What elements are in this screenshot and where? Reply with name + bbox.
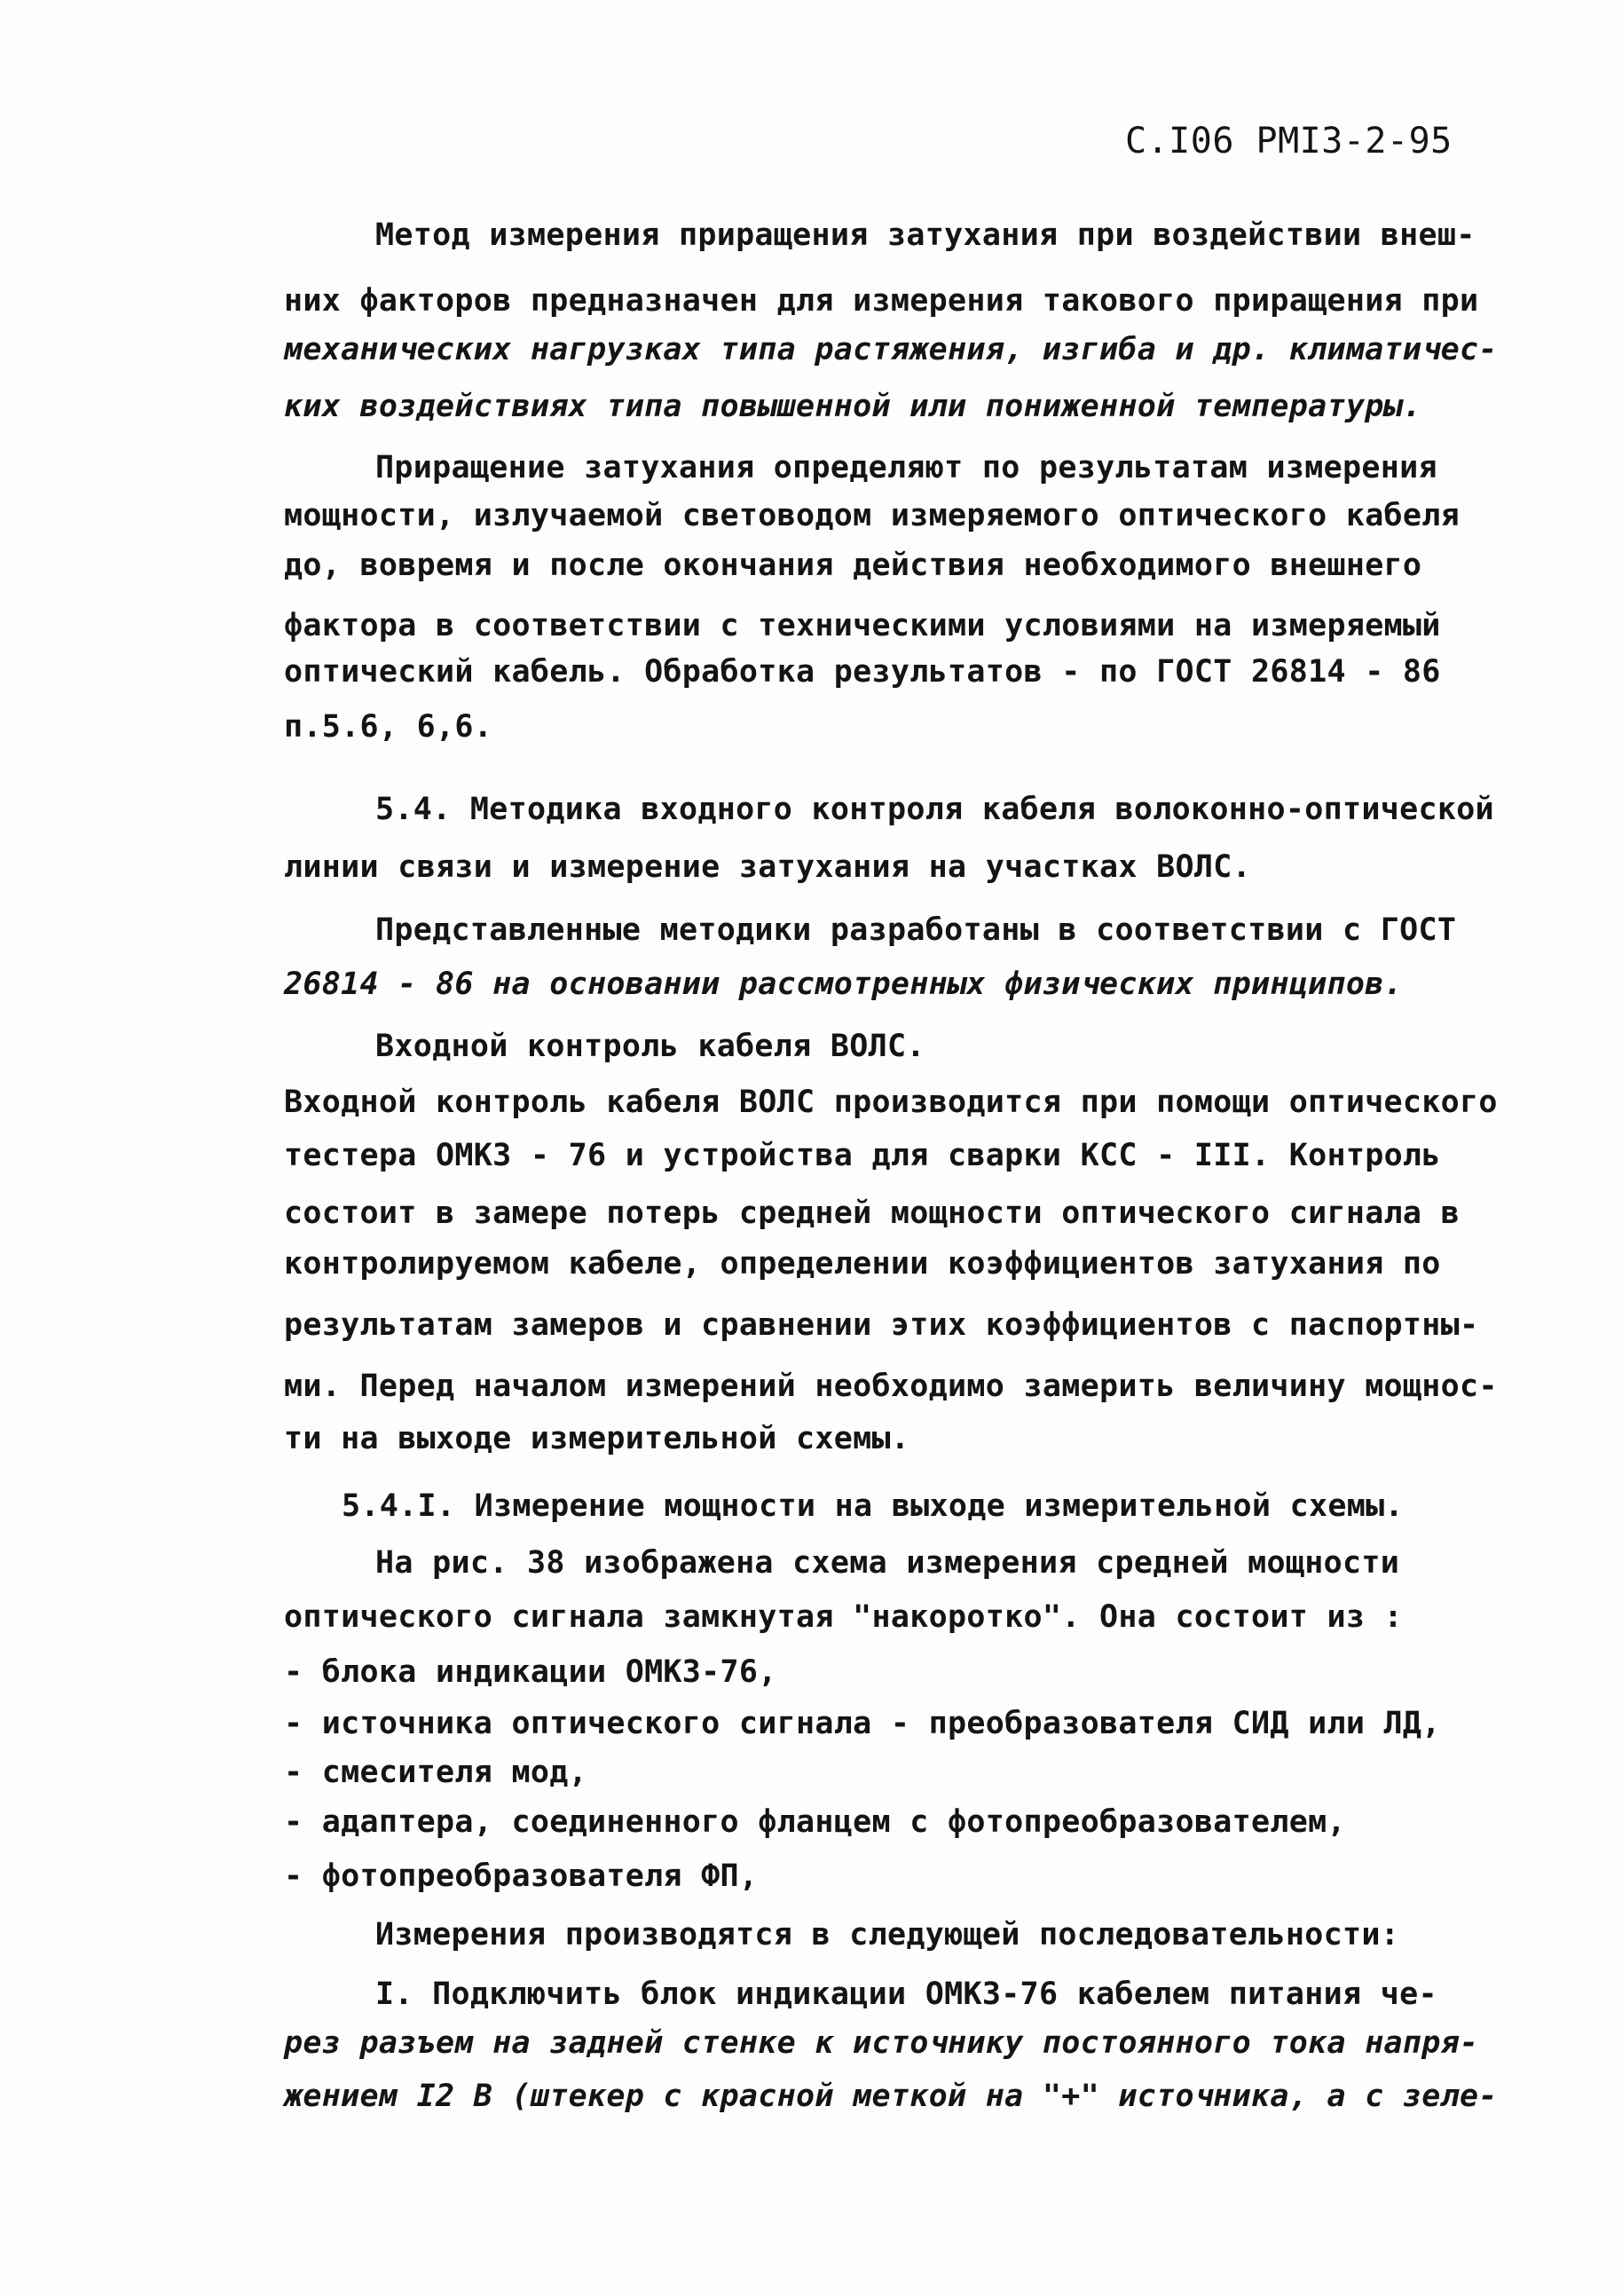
text-line: На рис. 38 изображена схема измерения средней мощности (375, 1545, 1400, 1581)
list-item: - источника оптического сигнала - преобразователя СИД или ЛД, (284, 1706, 1441, 1741)
list-item: - блока индикации ОМКЗ-76, (284, 1654, 777, 1690)
text-line: I. Подключить блок индикации ОМКЗ-76 кабелем питания че- (375, 1976, 1437, 2012)
text-line: Приращение затухания определяют по результатам измерения (375, 450, 1437, 485)
section-heading: линии связи и измерение затухания на участках ВОЛС. (284, 849, 1251, 885)
text-line: Измерения производятся в следующей последовательности: (375, 1917, 1400, 1953)
section-heading: 5.4. Методика входного контроля кабеля волоконно-оптической (375, 792, 1494, 827)
text-line: фактора в соответствии с техническими условиями на измеряемый (284, 608, 1441, 643)
list-item: - адаптера, соединенного фланцем с фотопреобразователем, (284, 1804, 1346, 1840)
subsection-heading: 5.4.I. Измерение мощности на выходе измерительной схемы. (342, 1488, 1404, 1524)
text-line: результатам замеров и сравнении этих коэффициентов с паспортны- (284, 1307, 1479, 1343)
page-header: С.I06 РМI3-2-95 (1125, 121, 1453, 162)
text-line: п.5.6, 6,6. (284, 709, 493, 745)
list-item: - смесителя мод, (284, 1755, 587, 1790)
text-line: 26814 - 86 на основании рассмотренных физических принципов. (284, 967, 1403, 1002)
text-line: контролируемом кабеле, определении коэффициентов затухания по (284, 1246, 1441, 1282)
text-line: до, вовремя и после окончания действия необходимого внешнего (284, 548, 1422, 583)
subsection-heading: Входной контроль кабеля ВОЛС. (375, 1029, 925, 1064)
text-line: механических нагрузках типа растяжения, изгиба и др. климатичес- (284, 332, 1498, 367)
text-line: них факторов предназначен для измерения такового приращения при (284, 283, 1479, 319)
text-line: ти на выходе измерительной схемы. (284, 1421, 910, 1456)
text-line: оптического сигнала замкнутая "накоротко". Она состоит из : (284, 1599, 1403, 1635)
text-line: мощности, излучаемой световодом измеряемого оптического кабеля (284, 498, 1461, 533)
text-line: состоит в замере потерь средней мощности оптического сигнала в (284, 1195, 1461, 1231)
text-line: Входной контроль кабеля ВОЛС производится при помощи оптического (284, 1085, 1498, 1120)
text-line: ких воздействиях типа повышенной или пониженной температуры. (284, 389, 1422, 424)
text-line: Метод измерения приращения затухания при воздействии внеш- (375, 217, 1476, 253)
text-line: ми. Перед началом измерений необходимо замерить величину мощнос- (284, 1369, 1498, 1404)
text-line: жением I2 В (штекер с красной меткой на "+" источника, а с зеле- (284, 2079, 1498, 2114)
list-item: - фотопреобразователя ФП, (284, 1858, 759, 1894)
text-line: тестера ОМКЗ - 76 и устройства для сварки КСС - III. Контроль (284, 1138, 1441, 1173)
text-line: рез разъем на задней стенке к источнику постоянного тока напря- (284, 2025, 1479, 2061)
text-line: оптический кабель. Обработка результатов - по ГОСТ 26814 - 86 (284, 654, 1441, 690)
text-line: Представленные методики разработаны в соответствии с ГОСТ (375, 912, 1457, 948)
